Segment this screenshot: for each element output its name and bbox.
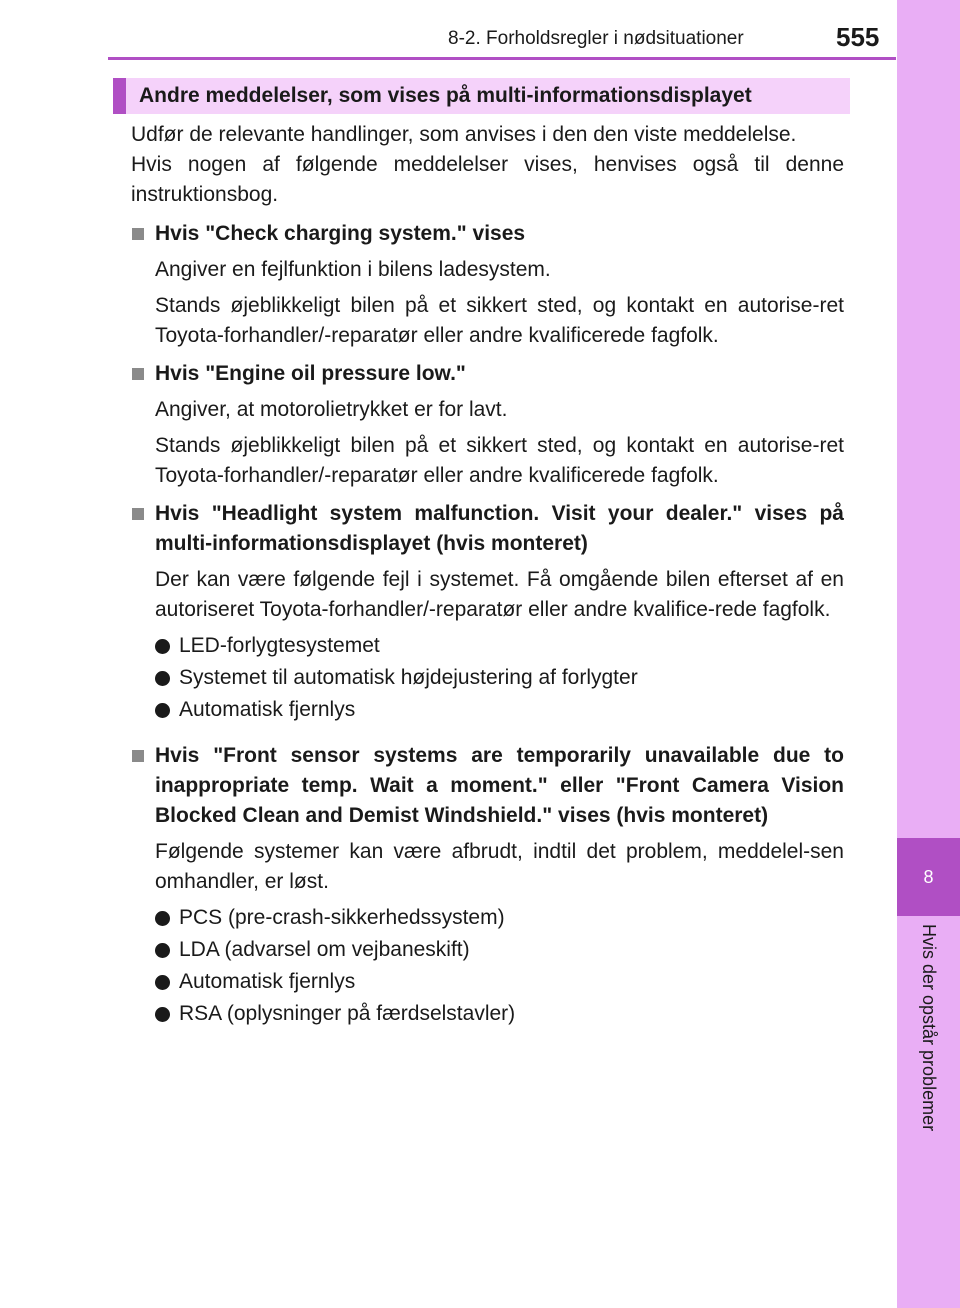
page-content — [131, 120, 844, 1031]
item-heading — [131, 359, 844, 389]
list-item — [131, 695, 844, 725]
item-paragraph: Angiver en fejlfunktion i bilens ladesystem. — [155, 258, 551, 281]
section-title: Andre meddelelser, som vises på multi-informationsdisplayet — [139, 84, 752, 107]
chapter-number-tab: 8 — [897, 838, 960, 916]
item-heading-text: Hvis "Front sensor systems are temporarily unavailable due to inappropriate temp. Wait a moment." eller "Front Camera Vision Blocked Clean and Demist Windshield." vises (hvis monteret) — [155, 744, 844, 827]
section-title-box — [113, 78, 850, 114]
item-paragraph: Angiver, at motorolietrykket er for lavt. — [155, 398, 508, 421]
list-item-text: Automatisk fjernlys — [179, 698, 356, 721]
page-number: 555 — [836, 22, 880, 52]
item-paragraph: Stands øjeblikkeligt bilen på et sikkert sted, og kontakt en autorise-ret Toyota-forhandler/-reparatør eller andre kvalificerede fagfolk. — [155, 434, 844, 487]
list-item-text: LDA (advarsel om vejbaneskift) — [179, 938, 470, 961]
intro-paragraph: Hvis nogen af følgende meddelelser vises, henvises også til denne instruktionsbog. — [131, 153, 844, 206]
side-tab-upper — [897, 0, 960, 838]
item-heading — [131, 219, 844, 249]
list-item — [131, 935, 844, 965]
item-paragraph: Følgende systemer kan være afbrudt, indtil det problem, meddelel-sen omhandler, er løst. — [155, 840, 844, 893]
round-bullet-icon — [155, 1007, 170, 1022]
list-item-text: RSA (oplysninger på færdselstavler) — [179, 1002, 516, 1025]
item-heading-text: Hvis "Headlight system malfunction. Visit your dealer." vises på multi-informationsdisplayet (hvis monteret) — [155, 502, 844, 555]
intro-paragraph: Udfør de relevante handlinger, som anvises i den den viste meddelelse. — [131, 123, 797, 146]
list-item — [131, 903, 844, 933]
item-heading — [131, 741, 844, 831]
round-bullet-icon — [155, 943, 170, 958]
list-item-text: Automatisk fjernlys — [179, 970, 356, 993]
round-bullet-icon — [155, 975, 170, 990]
item-heading-text: Hvis "Check charging system." vises — [155, 222, 526, 245]
round-bullet-icon — [155, 639, 170, 654]
square-bullet-icon — [132, 228, 144, 240]
chapter-title-tab: Hvis der opstår problemer — [919, 924, 939, 1132]
round-bullet-icon — [155, 911, 170, 926]
list-item — [131, 967, 844, 997]
item-heading — [131, 499, 844, 559]
round-bullet-icon — [155, 703, 170, 718]
header-section-title: 8-2. Forholdsregler i nødsituationer — [448, 28, 744, 49]
list-item-text: LED-forlygtesystemet — [179, 634, 380, 657]
list-item — [131, 999, 844, 1029]
list-item-text: PCS (pre-crash-sikkerhedssystem) — [179, 906, 505, 929]
item-heading-text: Hvis "Engine oil pressure low." — [155, 362, 466, 385]
square-bullet-icon — [132, 368, 144, 380]
square-bullet-icon — [132, 508, 144, 520]
square-bullet-icon — [132, 750, 144, 762]
list-item-text: Systemet til automatisk højdejustering af forlygter — [179, 666, 638, 689]
item-paragraph: Der kan være følgende fejl i systemet. Få omgående bilen efterset af en autoriseret Toyota-forhandler/-reparatør eller andre kvalifice-rede fagfolk. — [155, 568, 844, 621]
item-paragraph: Stands øjeblikkeligt bilen på et sikkert sted, og kontakt en autorise-ret Toyota-forhandler/-reparatør eller andre kvalificerede fagfolk. — [155, 294, 844, 347]
list-item — [131, 631, 844, 661]
header-divider — [108, 57, 896, 60]
round-bullet-icon — [155, 671, 170, 686]
list-item — [131, 663, 844, 693]
